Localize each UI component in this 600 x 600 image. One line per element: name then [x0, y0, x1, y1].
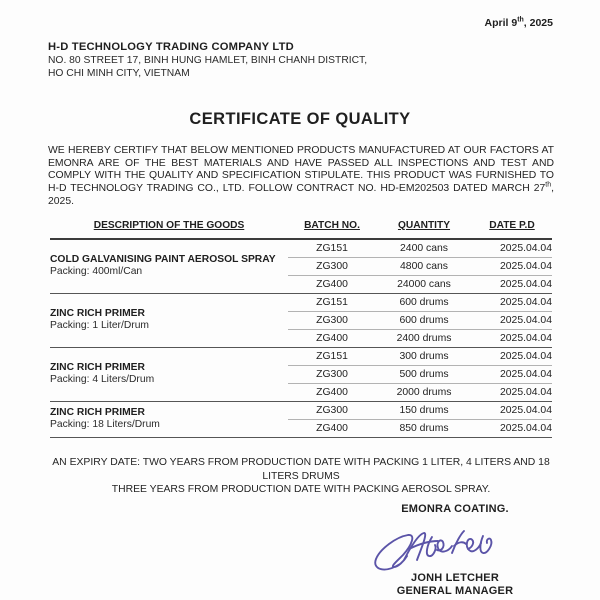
date-cell: 2025.04.04	[472, 293, 552, 311]
company-block	[48, 41, 367, 80]
table-row	[50, 347, 552, 365]
batch-cell: ZG300	[288, 311, 376, 329]
quantity-cell: 24000 cans	[376, 275, 472, 293]
quantity-cell: 500 drums	[376, 365, 472, 383]
date-superscript: th	[517, 16, 524, 24]
quantity-cell: 2000 drums	[376, 383, 472, 401]
certification-text-part2: , 2025.	[48, 183, 554, 207]
header-description: DESCRIPTION OF THE GOODS	[50, 214, 288, 239]
goods-packing: Packing: 18 Liters/Drum	[50, 419, 160, 430]
date-cell: 2025.04.04	[472, 275, 552, 293]
expiry-line2: THREE YEARS FROM PRODUCTION DATE WITH PACKING AEROSOL SPRAY.	[111, 484, 491, 495]
batch-cell: ZG300	[288, 401, 376, 419]
goods-description-cell	[50, 239, 288, 293]
signature-image	[370, 527, 506, 575]
quantity-cell: 600 drums	[376, 311, 472, 329]
date-cell: 2025.04.04	[472, 311, 552, 329]
contract-date-superscript: th	[545, 181, 552, 189]
table-row	[50, 401, 552, 419]
table-row	[50, 239, 552, 257]
quantity-cell: 2400 cans	[376, 239, 472, 257]
certification-text-part1: WE HEREBY CERTIFY THAT BELOW MENTIONED PRODUCTS MANUFACTURED AT OUR FACTORS AT EMONRA ARE OF THE BEST MATERIALS AND HAVE PASSED ALL INSPECTIONS AND TEST AND COMPLY WITH THE QUALITY AND SPECIFICATION STIPULATE. THIS PRODUCT WAS FURNISHED TO H-D TECHNOLOGY TRADING CO., LTD. FOLLOW CONTRACT NO. HD-EM202503 DATED MARCH 27	[48, 145, 554, 195]
batch-cell: ZG151	[288, 347, 376, 365]
signature-ink	[370, 527, 506, 575]
batch-cell: ZG300	[288, 257, 376, 275]
goods-name: ZINC RICH PRIMER	[50, 307, 145, 319]
goods-name: ZINC RICH PRIMER	[50, 361, 145, 373]
header-quantity: QUANTITY	[376, 214, 472, 239]
company-address-line1: NO. 80 STREET 17, BINH HUNG HAMLET, BINH CHANH DISTRICT,	[48, 55, 368, 66]
date-cell: 2025.04.04	[472, 239, 552, 257]
table-header-row	[50, 214, 552, 239]
signer-name: JONH LETCHER	[411, 572, 499, 584]
quantity-cell: 600 drums	[376, 293, 472, 311]
date-cell: 2025.04.04	[472, 329, 552, 347]
quantity-cell: 2400 drums	[376, 329, 472, 347]
date-cell: 2025.04.04	[472, 365, 552, 383]
quantity-cell: 150 drums	[376, 401, 472, 419]
page-title: CERTIFICATE OF QUALITY	[189, 110, 411, 128]
signer-block	[330, 572, 580, 598]
goods-packing: Packing: 4 Liters/Drum	[50, 374, 155, 385]
company-address-line2: HO CHI MINH CITY, VIETNAM	[48, 67, 190, 79]
table-row	[50, 293, 552, 311]
date-cell: 2025.04.04	[472, 401, 552, 419]
date-prefix: April 9	[484, 17, 518, 29]
batch-cell: ZG300	[288, 365, 376, 383]
signer-title: GENERAL MANAGER	[396, 585, 514, 597]
date-cell: 2025.04.04	[472, 383, 552, 401]
company-name: H-D TECHNOLOGY TRADING COMPANY LTD	[48, 41, 294, 53]
date-cell: 2025.04.04	[472, 257, 552, 275]
quantity-cell: 850 drums	[376, 419, 472, 437]
goods-description-cell	[50, 401, 288, 437]
certification-paragraph	[48, 145, 554, 209]
signing-company: EMONRA COATING.	[401, 503, 509, 515]
batch-cell: ZG400	[288, 275, 376, 293]
quantity-cell: 300 drums	[376, 347, 472, 365]
quantity-cell: 4800 cans	[376, 257, 472, 275]
goods-description-cell	[50, 293, 288, 347]
batch-cell: ZG400	[288, 383, 376, 401]
date-cell: 2025.04.04	[472, 419, 552, 437]
goods-table	[50, 214, 552, 438]
goods-name: COLD GALVANISING PAINT AEROSOL SPRAY	[50, 253, 276, 265]
batch-cell: ZG400	[288, 329, 376, 347]
goods-description-cell	[50, 347, 288, 401]
batch-cell: ZG151	[288, 293, 376, 311]
expiry-note	[48, 456, 554, 497]
header-batch-no: BATCH NO.	[288, 214, 376, 239]
document-date	[485, 17, 554, 29]
goods-packing: Packing: 1 Liter/Drum	[50, 320, 150, 331]
date-suffix: , 2025	[523, 17, 553, 29]
expiry-line1: AN EXPIRY DATE: TWO YEARS FROM PRODUCTION DATE WITH PACKING 1 LITER, 4 LITERS AND 18 LITERS DRUMS	[52, 457, 550, 482]
goods-name: ZINC RICH PRIMER	[50, 406, 145, 418]
date-cell: 2025.04.04	[472, 347, 552, 365]
batch-cell: ZG151	[288, 239, 376, 257]
goods-packing: Packing: 400ml/Can	[50, 266, 143, 278]
header-date-pd: DATE P.D	[472, 214, 552, 239]
batch-cell: ZG400	[288, 419, 376, 437]
